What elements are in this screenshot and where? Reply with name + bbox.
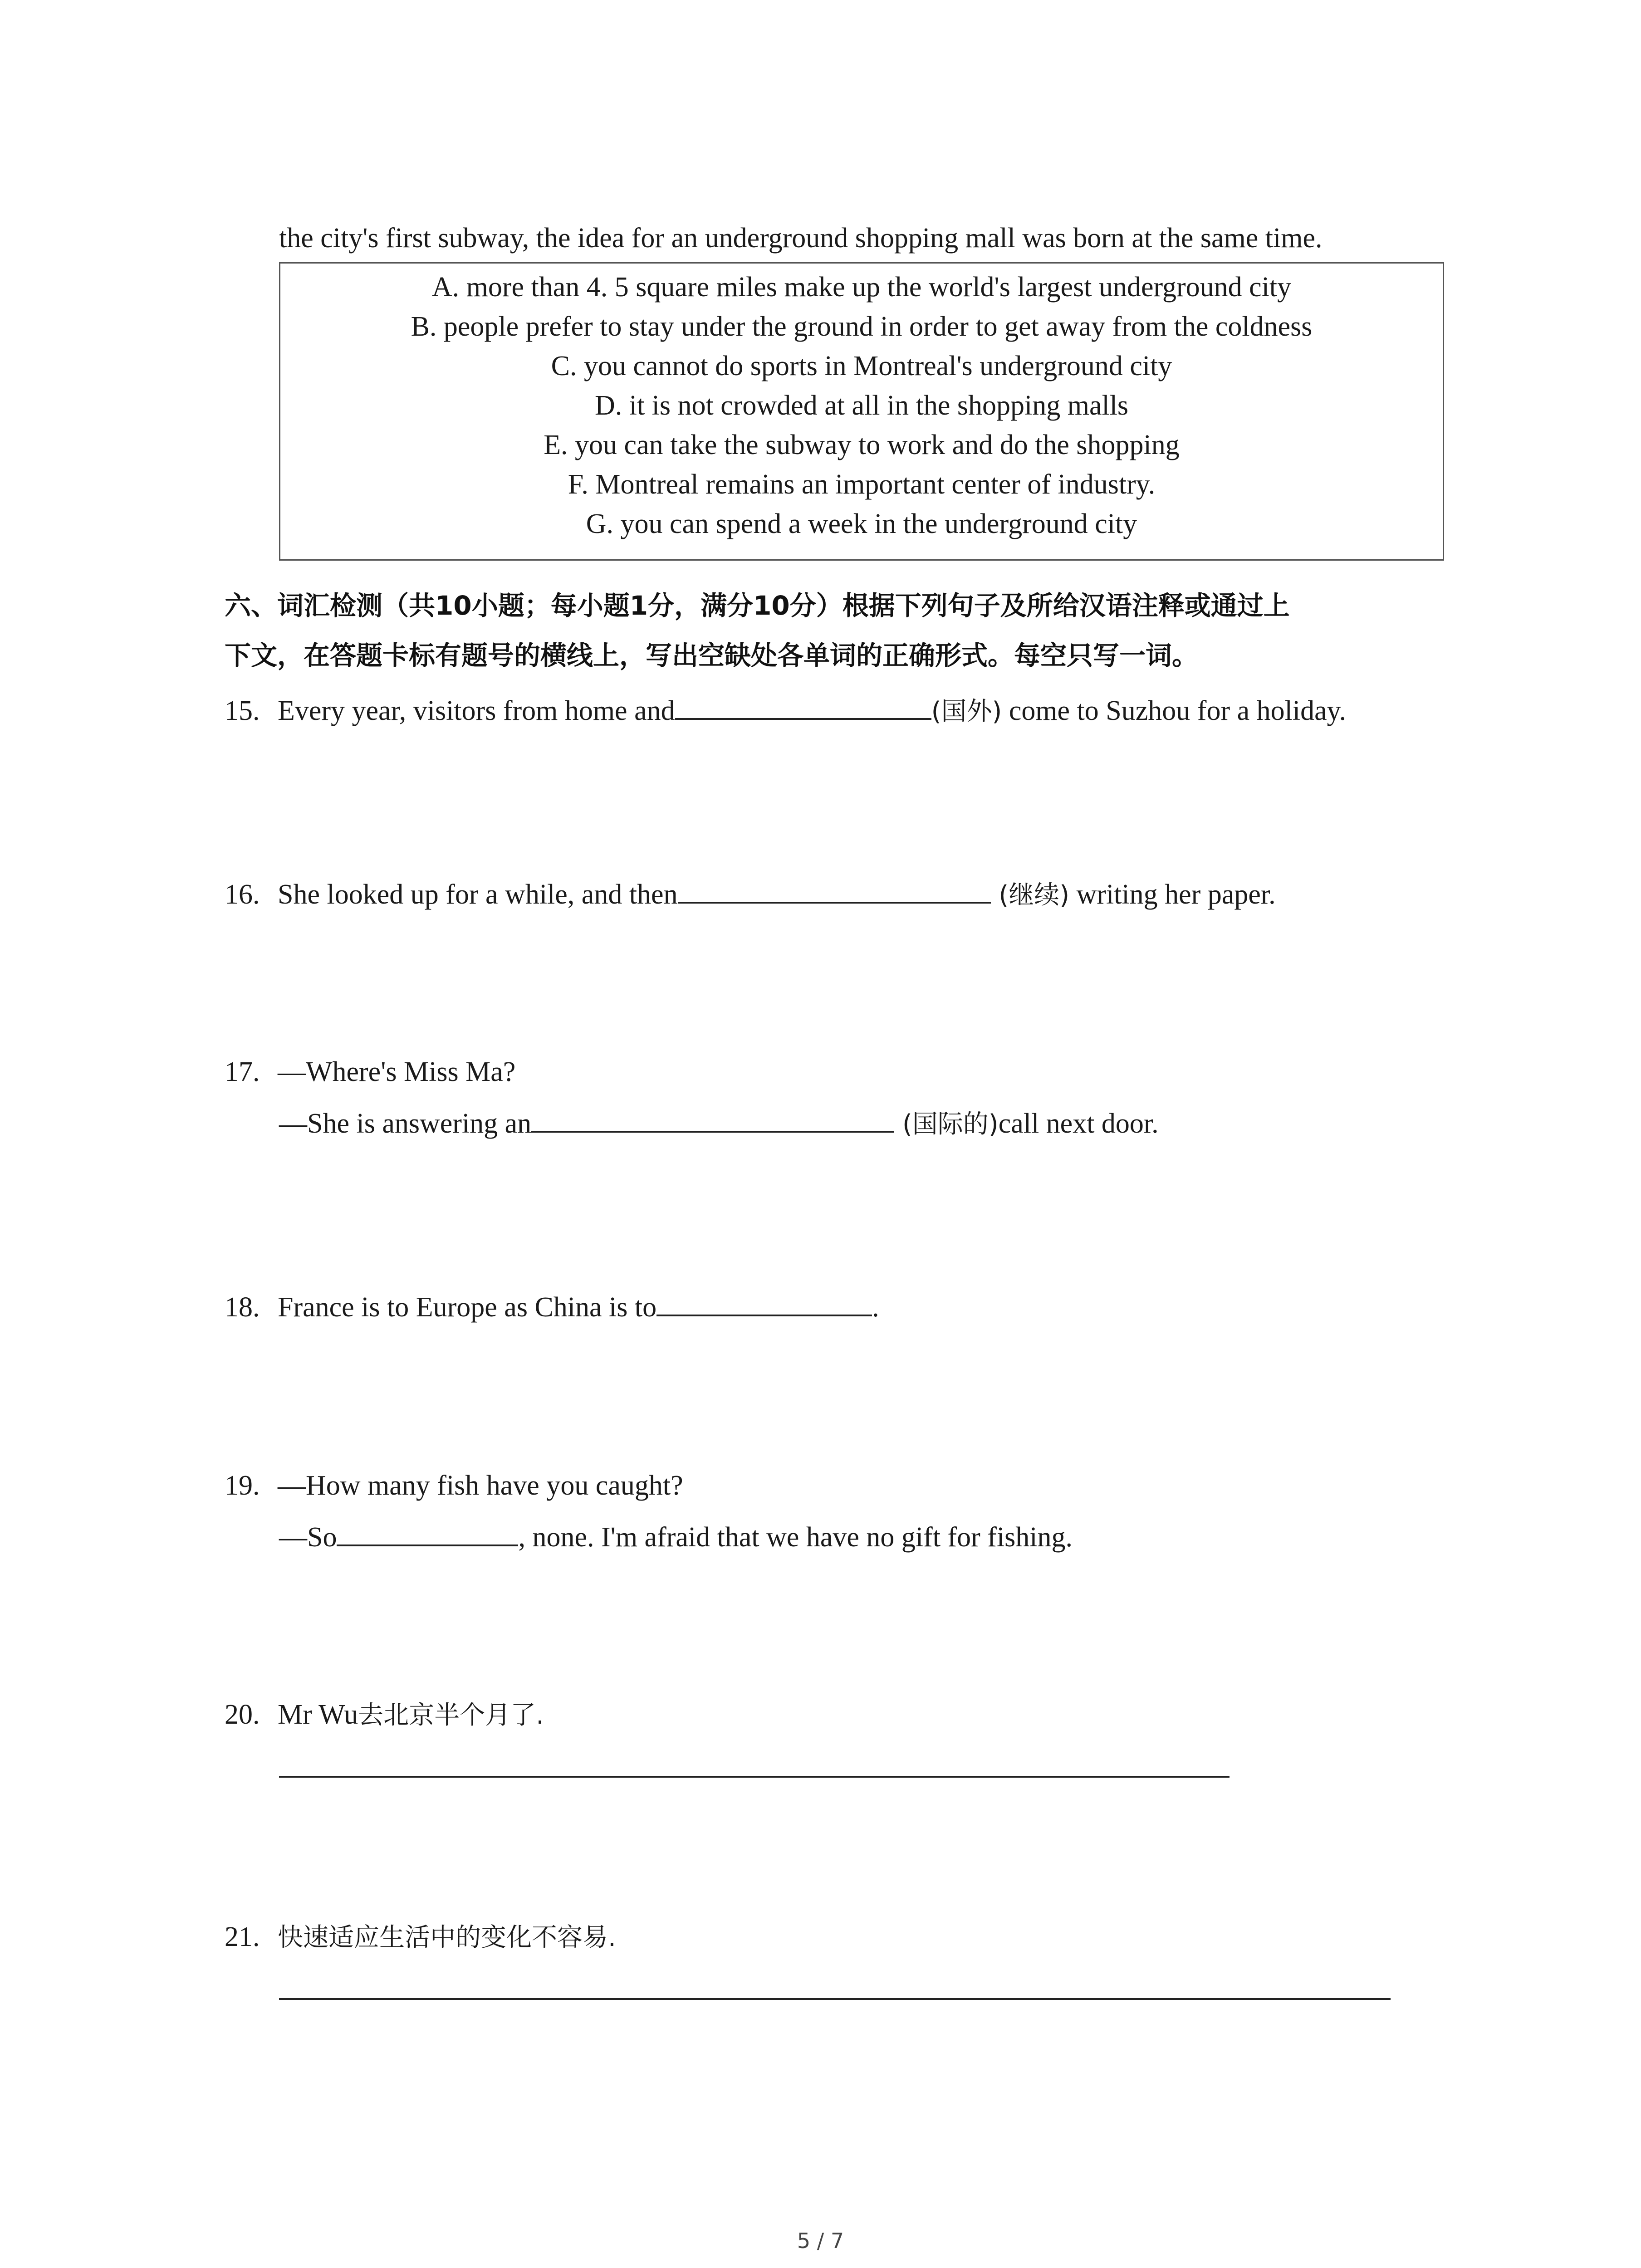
- question-19-line2: [279, 1518, 1073, 1555]
- hint-text: (国际的): [894, 1110, 999, 1139]
- hint-text: (继续): [990, 880, 1070, 910]
- answer-blank-15[interactable]: [675, 692, 931, 720]
- options-box: [279, 262, 1444, 561]
- question-line1: —Where's Miss Ma?: [278, 1056, 516, 1087]
- question-text-before: She looked up for a while, and then: [278, 879, 678, 910]
- question-line1: —How many fish have you caught?: [278, 1470, 683, 1501]
- question-19: [225, 1467, 683, 1504]
- question-17: [225, 1054, 515, 1090]
- question-number: 15.: [225, 695, 260, 726]
- question-number: 16.: [225, 879, 260, 910]
- option-d: D. it is not crowded at all in the shopping malls: [594, 390, 1129, 421]
- question-text-before: Every year, visitors from home and: [278, 695, 675, 726]
- question-text-before: France is to Europe as China is to: [278, 1292, 657, 1323]
- question-18: [225, 1288, 879, 1325]
- question-text-before: —She is answering an: [279, 1108, 532, 1139]
- question-text-after: call next door.: [998, 1108, 1159, 1139]
- option-c: C. you cannot do sports in Montreal's underground city: [551, 351, 1172, 381]
- question-21: [225, 1919, 616, 1956]
- question-text-after: writing her paper.: [1069, 879, 1276, 910]
- question-number: 21.: [225, 1921, 260, 1952]
- question-text-after: .: [872, 1292, 879, 1323]
- question-text-after: , none. I'm afraid that we have no gift for fishing.: [518, 1522, 1073, 1553]
- question-text-cn: 去北京半个月了.: [358, 1701, 544, 1730]
- section-heading-line2: 下文，在答题卡标有题号的横线上，写出空缺处各单词的正确形式。每空只写一词。: [225, 640, 1199, 671]
- question-20: [225, 1696, 544, 1734]
- hint-text: (国外): [931, 697, 1002, 726]
- option-a: A. more than 4. 5 square miles make up the world's largest underground city: [431, 272, 1292, 303]
- page-number: 5 / 7: [797, 2229, 844, 2253]
- option-e: E. you can take the subway to work and do the shopping: [544, 430, 1180, 460]
- question-text-cn: 快速适应生活中的变化不容易.: [278, 1923, 616, 1952]
- question-number: 20.: [225, 1699, 260, 1730]
- question-text-after: come to Suzhou for a holiday.: [1002, 695, 1347, 726]
- answer-blank-18[interactable]: [656, 1288, 872, 1316]
- answer-blank-19[interactable]: [337, 1518, 518, 1546]
- question-text-before: —So: [279, 1522, 337, 1553]
- option-f: F. Montreal remains an important center of industry.: [568, 469, 1156, 500]
- question-15: [225, 692, 1346, 730]
- question-17-line2: [279, 1105, 1159, 1143]
- answer-blank-16[interactable]: [678, 875, 991, 904]
- question-number: 18.: [225, 1292, 260, 1323]
- answer-blank-17[interactable]: [531, 1105, 894, 1133]
- question-text-en: Mr Wu: [278, 1699, 358, 1730]
- option-g: G. you can spend a week in the underground city: [586, 508, 1137, 539]
- question-16: [225, 875, 1276, 914]
- question-number: 19.: [225, 1470, 260, 1501]
- answer-line-20[interactable]: [279, 1776, 1230, 1778]
- option-b: B. people prefer to stay under the ground in order to get away from the coldness: [411, 311, 1313, 342]
- section-heading-line1: 六、词汇检测（共10小题；每小题1分，满分10分）根据下列句子及所给汉语注释或通过上: [225, 590, 1290, 621]
- passage-last-line: the city's first subway, the idea for an underground shopping mall was born at the same time.: [279, 223, 1323, 254]
- question-number: 17.: [225, 1056, 260, 1087]
- answer-line-21[interactable]: [279, 1998, 1391, 2000]
